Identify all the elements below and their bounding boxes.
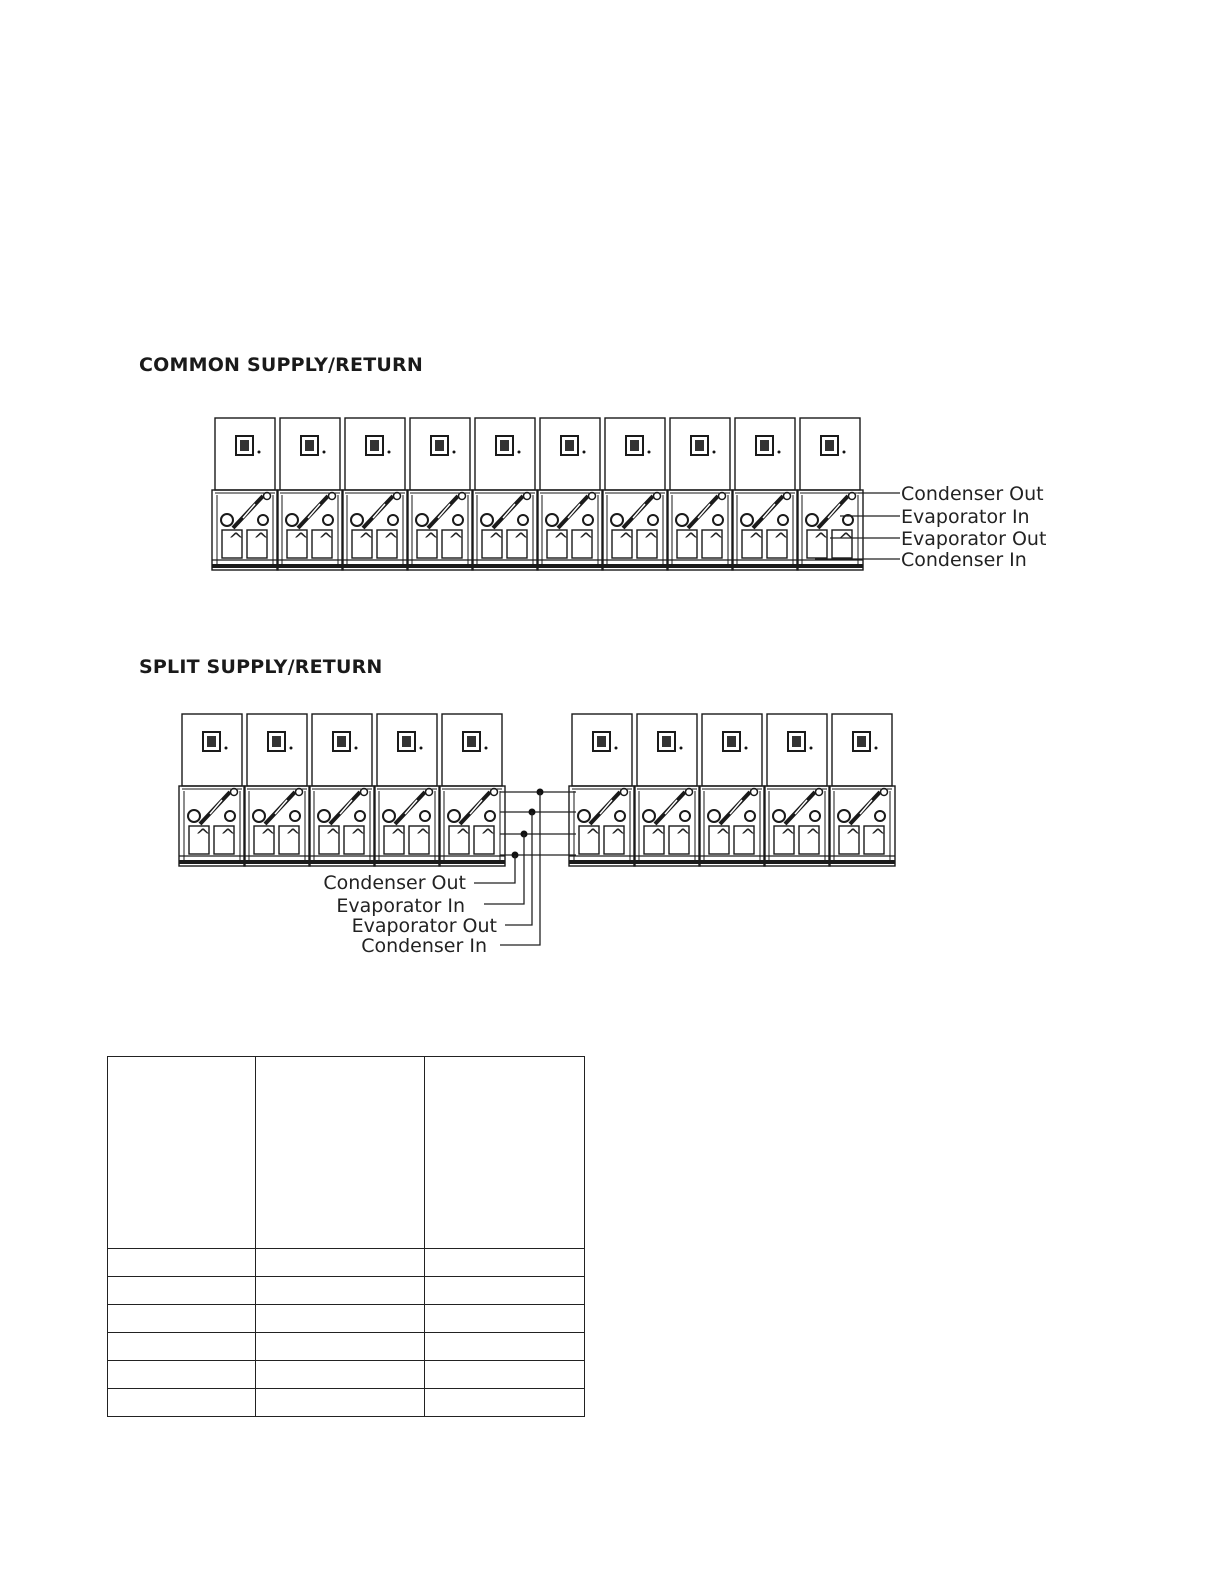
svg-text:^: ^ [455,825,471,847]
svg-text:^: ^ [448,529,464,551]
svg-text:^: ^ [553,529,569,551]
table-cell [425,1333,585,1361]
chiller-module [342,418,408,570]
svg-text:^: ^ [228,529,244,551]
svg-text:^: ^ [813,529,829,551]
svg-text:^: ^ [845,825,861,847]
chiller-module [732,418,798,570]
blank-table [107,1056,585,1417]
table-row [108,1389,585,1417]
label-condenser-in: Condenser In [901,549,1027,571]
svg-text:^: ^ [415,825,431,847]
label-evaporator-in: Evaporator In [336,895,465,917]
svg-text:^: ^ [838,529,854,551]
chiller-module [407,418,473,570]
svg-text:^: ^ [643,529,659,551]
svg-text:^: ^ [220,825,236,847]
svg-text:^: ^ [610,825,626,847]
chiller-module [797,418,863,570]
svg-text:^: ^ [675,825,691,847]
table-cell [108,1361,256,1389]
svg-text:^: ^ [285,825,301,847]
split-supply-return-heading: SPLIT SUPPLY/RETURN [139,656,383,678]
svg-text:^: ^ [423,529,439,551]
common-supply-return-diagram [0,410,1224,610]
table-cell [108,1389,256,1417]
chiller-module [472,418,538,570]
svg-text:^: ^ [325,825,341,847]
evaporator-in-leader [505,812,532,925]
chiller-module [699,714,765,866]
table-cell [256,1389,425,1417]
svg-text:^: ^ [260,825,276,847]
svg-text:^: ^ [513,529,529,551]
table-cell [108,1057,256,1249]
table-cell [425,1057,585,1249]
table-cell [256,1361,425,1389]
split-pipe-labels [323,872,497,957]
split-supply-return-diagram [0,706,1224,966]
svg-text:^: ^ [480,825,496,847]
chiller-module [374,714,440,866]
svg-text:^: ^ [350,825,366,847]
chiller-module [309,714,375,866]
chiller-module [829,714,895,866]
svg-text:^: ^ [650,825,666,847]
split-units-group [179,714,895,866]
chiller-module [569,714,635,866]
condenser-out-leader [500,792,540,945]
svg-text:^: ^ [585,825,601,847]
svg-text:^: ^ [318,529,334,551]
chiller-module [602,418,668,570]
svg-text:^: ^ [708,529,724,551]
label-evaporator-in: Evaporator In [901,506,1030,528]
chiller-module [537,418,603,570]
table-cell [256,1249,425,1277]
chiller-module [277,418,343,570]
svg-text:^: ^ [748,529,764,551]
label-condenser-out: Condenser Out [901,483,1044,505]
svg-text:^: ^ [715,825,731,847]
table-header-row [108,1057,585,1249]
chiller-module [764,714,830,866]
svg-text:^: ^ [488,529,504,551]
table-cell [108,1305,256,1333]
svg-text:^: ^ [253,529,269,551]
svg-text:^: ^ [383,529,399,551]
table-cell [256,1305,425,1333]
table-cell [425,1361,585,1389]
svg-text:^: ^ [740,825,756,847]
table-cell [108,1277,256,1305]
label-condenser-out: Condenser Out [323,872,466,894]
table-cell [425,1389,585,1417]
svg-text:^: ^ [358,529,374,551]
chiller-module [439,714,505,866]
condenser-in-leader [474,855,515,883]
common-units-group [212,418,863,570]
label-evaporator-out: Evaporator Out [901,528,1047,550]
svg-text:^: ^ [195,825,211,847]
chiller-module [179,714,245,866]
svg-text:^: ^ [780,825,796,847]
svg-text:^: ^ [390,825,406,847]
chiller-module [667,418,733,570]
table-cell [425,1305,585,1333]
svg-text:^: ^ [618,529,634,551]
table-row [108,1249,585,1277]
table-row [108,1277,585,1305]
chiller-module [634,714,700,866]
svg-text:^: ^ [578,529,594,551]
table-row [108,1305,585,1333]
table-cell [256,1277,425,1305]
svg-text:^: ^ [870,825,886,847]
chiller-module [212,418,278,570]
table-cell [256,1057,425,1249]
common-supply-return-heading: COMMON SUPPLY/RETURN [139,354,423,376]
table-cell [256,1333,425,1361]
table-cell [425,1277,585,1305]
label-condenser-in: Condenser In [361,935,487,957]
label-evaporator-out: Evaporator Out [351,915,497,937]
svg-text:^: ^ [773,529,789,551]
svg-text:^: ^ [683,529,699,551]
table-cell [425,1249,585,1277]
chiller-module [244,714,310,866]
svg-text:^: ^ [293,529,309,551]
table-row [108,1361,585,1389]
svg-text:^: ^ [805,825,821,847]
table-cell [108,1333,256,1361]
table-cell [108,1249,256,1277]
table-row [108,1333,585,1361]
